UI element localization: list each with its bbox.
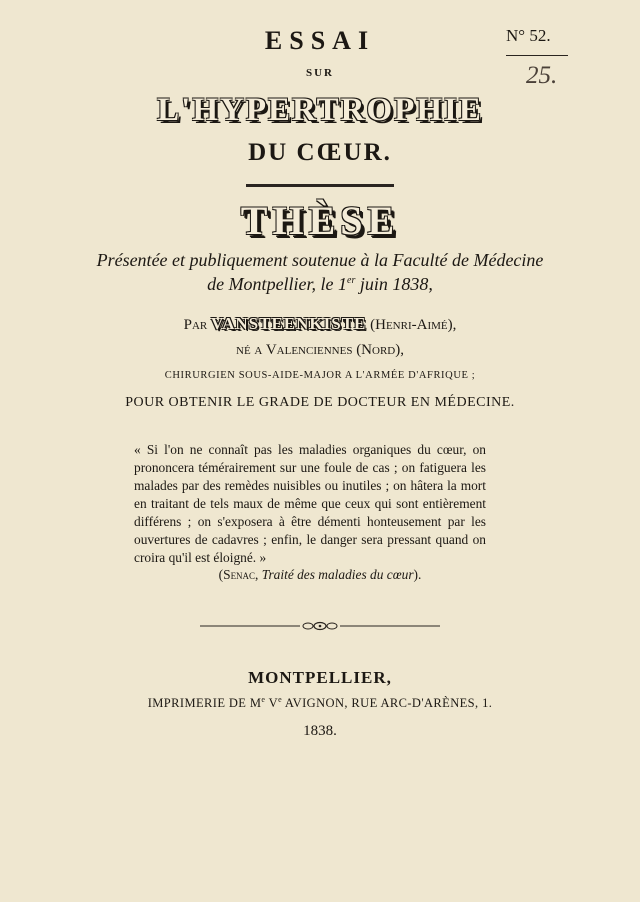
citation-work: Traité des maladies du cœur — [261, 567, 414, 582]
imprint-a: IMPRIMERIE DE M — [147, 696, 262, 711]
thesis-heading: THÈSE — [240, 198, 400, 243]
epigraph-quote: « Si l'on ne connaît pas les maladies organiques du cœur, on prononcera témérairement sur une foule de cas ; on fatiguera les malades par des remèdes nuisibles ou inutiles ; on hâtera la mort en traitant de tels maux de même que ceux qui sont entièrement différens ; on s'exposera à être démenti honteusement par les ouvertures de cadavres ; enfin, le danger sera pressant quand on croira qu'il est éloigné. » — [134, 442, 486, 565]
author-given-names: (Henri-Aimé), — [370, 317, 457, 333]
author-line — [0, 314, 640, 334]
epigraph-citation — [0, 567, 640, 583]
publisher-city: MONTPELLIER, — [248, 668, 392, 687]
title-essai: ESSAI — [264, 26, 376, 55]
title-sur: SUR — [305, 67, 334, 79]
title-hypertrophie: L'HYPERTROPHIE — [157, 92, 483, 128]
author-name: VANSTEENKISTE — [211, 314, 367, 333]
document-number: N° 52. — [506, 26, 551, 45]
presentation-date-a: de Montpellier, le 1 — [207, 274, 348, 294]
presentation-line-2 — [0, 274, 640, 295]
imprint-sup-2: e — [278, 695, 283, 704]
citation-author: (Senac, — [218, 567, 262, 582]
author-position: CHIRURGIEN SOUS-AIDE-MAJOR A L'ARMÉE D'AFRIQUE ; — [164, 370, 476, 381]
publisher-imprint — [0, 695, 640, 711]
presentation-date-sup: er — [347, 275, 356, 286]
citation-end: ). — [413, 567, 422, 582]
imprint-b: V — [265, 696, 279, 711]
publication-year: 1838. — [303, 723, 337, 739]
author-birthplace: né a Valenciennes (Nord), — [236, 342, 404, 358]
title-divider — [246, 184, 394, 187]
title-du-coeur: DU CŒUR. — [248, 139, 392, 166]
imprint-c: AVIGNON, RUE ARC-D'ARÈNES, 1. — [282, 696, 493, 711]
presentation-line-1: Présentée et publiquement soutenue à la Faculté de Médecine — [96, 250, 544, 270]
presentation-date-b: juin 1838, — [355, 274, 433, 294]
handwritten-number: 25. — [526, 62, 558, 89]
degree-line: POUR OBTENIR LE GRADE DE DOCTEUR EN MÉDECINE. — [125, 395, 515, 410]
ornament-divider — [200, 620, 440, 632]
imprint-sup-1: e — [261, 695, 266, 704]
author-par: Par — [183, 317, 208, 333]
